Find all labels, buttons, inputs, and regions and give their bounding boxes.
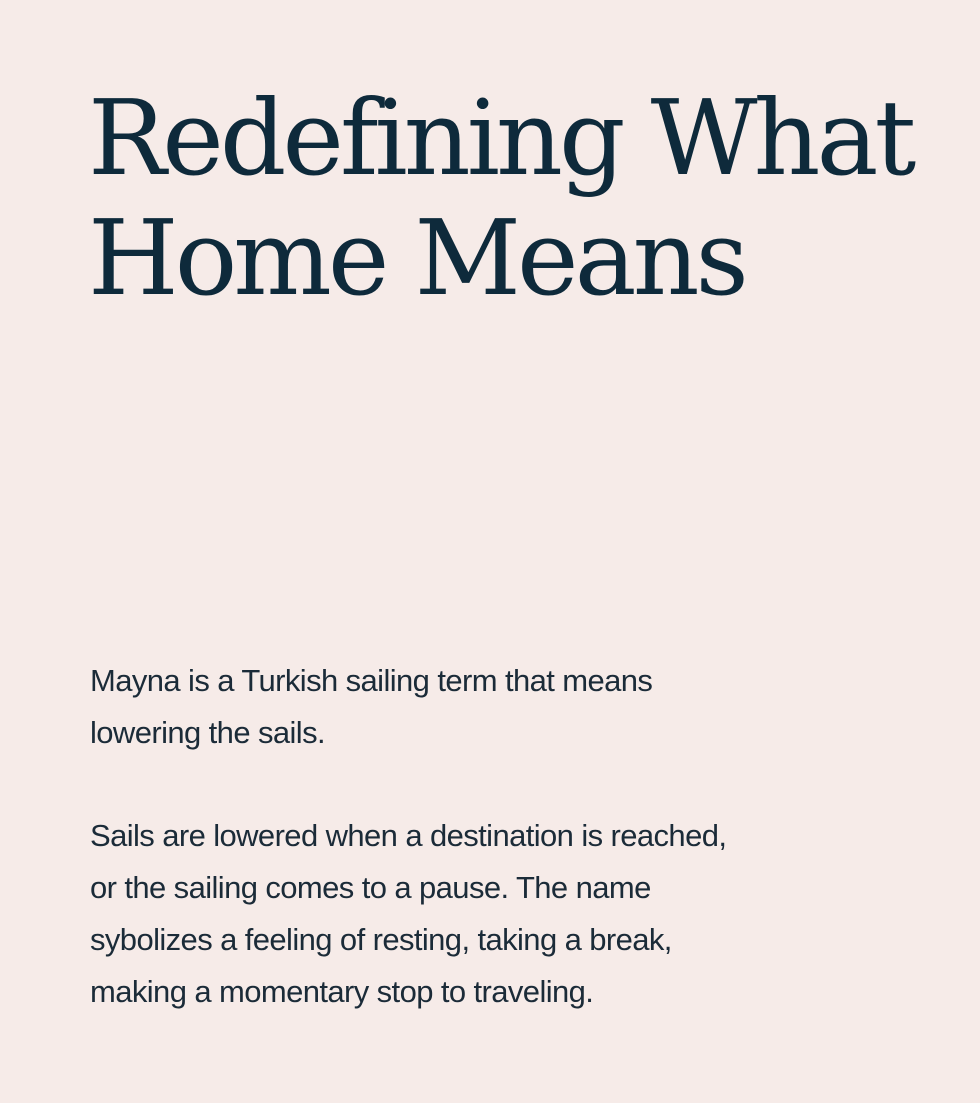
intro-text: [90, 655, 830, 1018]
paragraph-line: sybolizes a feeling of resting, taking a break,: [90, 922, 672, 957]
paragraph-line: making a momentary stop to traveling.: [90, 974, 594, 1009]
paragraph-line: or the sailing comes to a pause. The name: [90, 870, 651, 905]
page-title: [88, 78, 948, 318]
paragraph: [90, 655, 830, 759]
title-line: Redefining What: [88, 77, 913, 199]
paragraph: [90, 810, 830, 1018]
paragraph-line: Sails are lowered when a destination is reached,: [90, 818, 727, 853]
title-line: Home Means: [88, 197, 745, 319]
paragraph-line: Mayna is a Turkish sailing term that means: [90, 663, 653, 698]
paragraph-line: lowering the sails.: [90, 715, 325, 750]
